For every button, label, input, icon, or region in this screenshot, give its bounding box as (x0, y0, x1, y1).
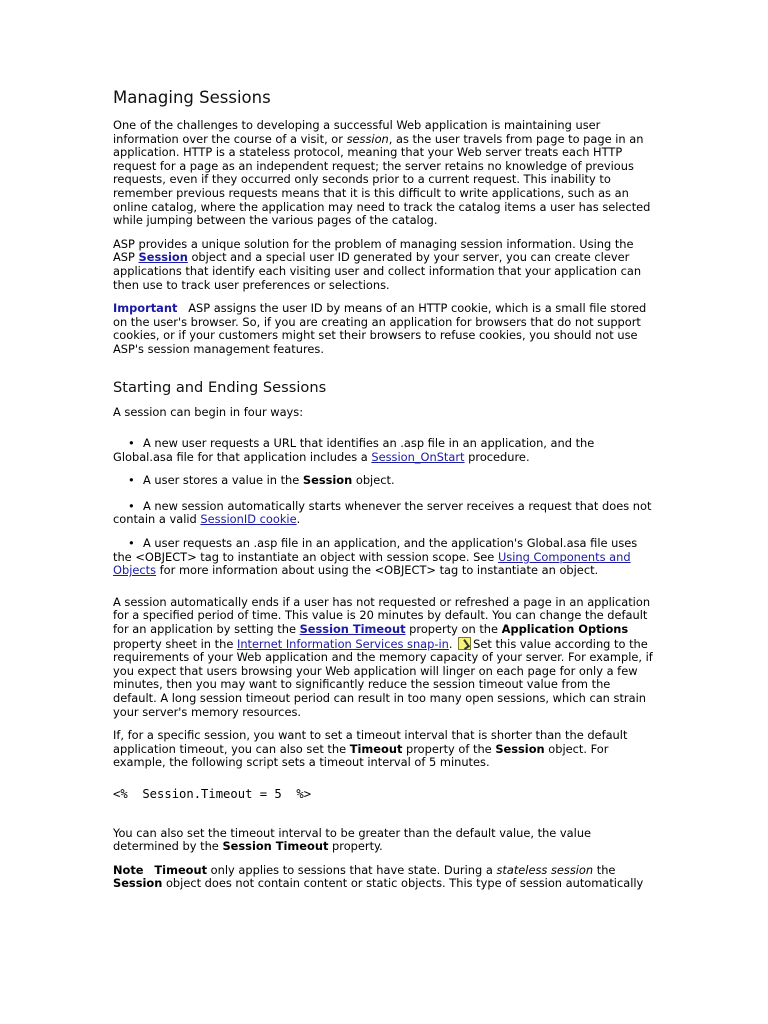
bullet-icon: • (128, 473, 135, 488)
list-item: • A user requests an .asp file in an application, and the application's Global.asa file uses the <OBJECT> tag to instantiate an object with session scope. See Using Components and Objects for more information about using the <OBJECT> tag to instantiate an object. (113, 536, 638, 578)
ways-intro: A session can begin in four ways: (113, 404, 304, 419)
iis-snapin-link[interactable]: Internet Information Services snap-in (236, 636, 449, 651)
session-link[interactable]: Session (138, 250, 188, 265)
important-label: Important (113, 301, 178, 316)
bullet-icon: • (128, 436, 135, 451)
greater-timeout-paragraph: You can also set the timeout interval to be greater than the default value, the value determined by the Session Timeout property. (113, 825, 592, 854)
asp-solution-paragraph: ASP provides a unique solution for the problem of managing session information. Using the ASP Session object and a special user ID generated by your server, you can create clever applications that identify each visiting user and collect information that your application can then use to track user preferences or selections. (113, 236, 642, 292)
document-page (113, 88, 653, 901)
components-objects-link[interactable]: Using Components and Objects (113, 549, 631, 578)
timeout-paragraph: If, for a specific session, you want to set a timeout interval that is shorter than the default application timeout, you can also set the Timeout property of the Session object. For example, the following script sets a timeout interval of 5 minutes. (113, 728, 628, 770)
bullet-icon: • (128, 536, 135, 551)
code-sample: <% Session.Timeout = 5 %> (113, 786, 312, 801)
note-label: Note (113, 862, 144, 877)
bullet-icon: • (128, 498, 135, 513)
session-timeout-link[interactable]: Session Timeout (299, 622, 406, 637)
note-paragraph: Note Timeout only applies to sessions that have state. During a stateless session the Session object does not contain content or static objects. This type of session automatically (113, 862, 644, 891)
session-onstart-link[interactable]: Session_OnStart (371, 449, 465, 464)
ways-list (113, 437, 653, 578)
sessionid-cookie-link[interactable]: SessionID cookie (200, 512, 297, 527)
intro-paragraph: One of the challenges to developing a successful Web application is maintaining user information over the course of a visit, or session, as the user travels from page to page in an application. HTTP is a stateless protocol, meaning that your Web server treats each HTTP request for a page as an independent request; the server retains no knowledge of previous requests, even if they occurred only seconds prior to a current request. This inability to remember previous requests means that it is this difficult to write applications, such as an online catalog, where the application may need to track the catalog items a user has selected while jumping between the various pages of the catalog. (113, 118, 651, 228)
important-note: Important ASP assigns the user ID by means of an HTTP cookie, which is a small file stored on the user's browser. So, if you are creating an application for browsers that do not support cookies, or if your customers might set their browsers to refuse cookies, you should not use ASP's session management features. (113, 301, 647, 356)
list-item: • A new session automatically starts whenever the server receives a request that does not contain a valid SessionID cookie. (113, 498, 652, 527)
page-title: Managing Sessions (113, 88, 271, 107)
list-item: • A user stores a value in the Session object. (113, 474, 653, 488)
section-heading: Starting and Ending Sessions (113, 378, 327, 396)
session-end-paragraph: A session automatically ends if a user has not requested or refreshed a page in an application for a specified period of time. This value is 20 minutes by default. You can change the default for an application by setting the Session Timeout property on the Application Options property sheet in the Internet Information Services snap-in. Set this value according to the requirements of your Web application and the memory capacity of your server. For example, if you expect that users browsing your Web application will linger on each page for only a few minutes, then you may want to significantly reduce the session timeout value from the default. A long session timeout period can result in too many open sessions, which can strain your server's memory resources. (113, 594, 653, 719)
list-item: • A new user requests a URL that identifies an .asp file in an application, and the Global.asa file for that application includes a Session_OnStart procedure. (113, 436, 595, 464)
checkmark-icon[interactable] (458, 637, 471, 650)
